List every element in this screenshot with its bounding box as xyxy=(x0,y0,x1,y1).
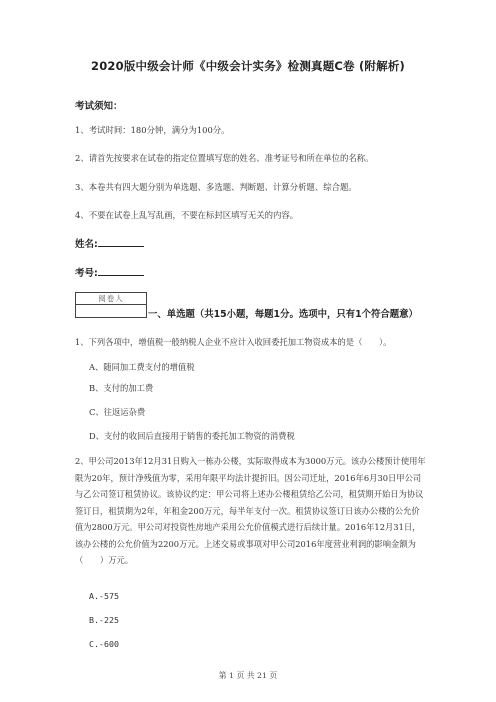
grader-box-label: 阅卷人 xyxy=(76,293,146,305)
notice-item: 2、请首先按要求在试卷的指定位置填写您的姓名、准考证号和所在单位的名称。 xyxy=(75,153,374,163)
page-title: 2020版中级会计师《中级会计实务》检测真题C卷 (附解析) xyxy=(91,59,405,73)
option-a: A、随同加工费支付的增值税 xyxy=(89,362,195,372)
exam-id-blank[interactable] xyxy=(98,266,144,276)
exam-id-label: 考号: xyxy=(75,268,98,279)
question-1: 1、下列各项中，增值税一般纳税人企业不应计入收回委托加工物资成本的是（ ）。 xyxy=(75,337,392,347)
name-blank[interactable] xyxy=(98,237,144,247)
notice-item: 4、不要在试卷上乱写乱画，不要在标封区填写无关的内容。 xyxy=(75,210,299,220)
option-c: C、往返运杂费 xyxy=(89,407,146,417)
option-a: A.-575 xyxy=(89,591,119,601)
name-label: 姓名: xyxy=(75,239,98,250)
notice-heading: 考试须知： xyxy=(75,101,123,112)
page-footer: 第 1 页 共 21 页 xyxy=(218,671,278,680)
option-b: B、支付的加工费 xyxy=(89,383,154,393)
question-2: 2、甲公司2013年12月31日购入一栋办公楼，实际取得成本为3000万元。该办公楼预计使用年限为20年，预计净残值为零，采用年限平均法计提折旧。因公司迁址，2016年6月30日甲公司与乙公司签订租赁协议。该协议约定：甲公司将上述办公楼租赁给乙公司，租赁期开始日为协议签订日，租赁期为2年，年租金200万元，每半年支付一次。租赁协议签订日该办公楼的公允价值为2800万元。甲公司对投资性房地产采用公允价值模式进行后续计量。2016年12月31日，该办公楼的公允价值为2200万元。上述交易或事项对甲公司2016年度营业利润的影响金额为（ ）万元。 xyxy=(75,456,426,565)
exam-id-field xyxy=(75,265,144,279)
section-heading: 一、单选题（共15小题，每题1分。选项中，只有1个符合题意） xyxy=(148,309,418,320)
notice-item: 3、本卷共有四大题分别为单选题、多选题、判断题、计算分析题、综合题。 xyxy=(75,182,357,192)
option-c: C.-600 xyxy=(89,639,119,649)
name-field xyxy=(75,236,144,250)
notice-item: 1、考试时间：180分钟，满分为100分。 xyxy=(75,125,230,135)
option-b: B.-225 xyxy=(89,615,119,625)
grader-box xyxy=(75,292,147,318)
option-d: D、支付的收回后直接用于销售的委托加工物资的消费税 xyxy=(89,431,295,441)
